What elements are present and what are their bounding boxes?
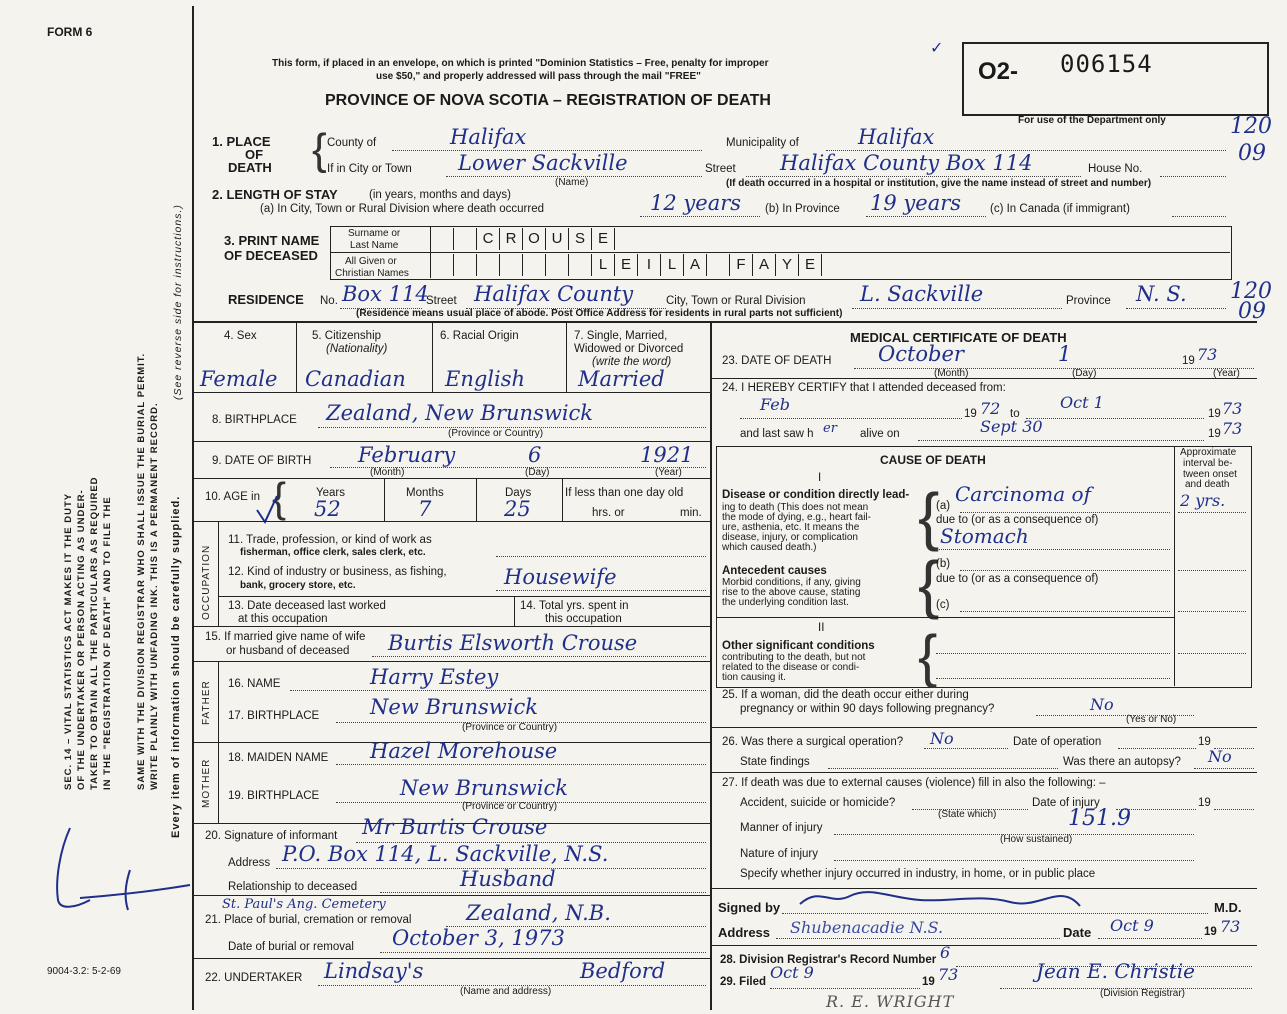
signed-year-prefix: 19	[1204, 926, 1217, 938]
other-conditions-label-3: related to the disease or condi-	[722, 662, 860, 673]
cause-b-due-to: due to (or as a consequence of)	[936, 573, 1099, 585]
residence-city-label: City, Town or Rural Division	[666, 295, 806, 307]
county-value: Halifax	[450, 125, 527, 149]
racial-value: English	[445, 367, 526, 391]
municipality-label: Municipality of	[726, 137, 799, 149]
surname-letter: S	[569, 228, 592, 250]
age-months-label: Months	[406, 487, 444, 499]
cause-a-due-to: due to (or as a consequence of)	[936, 514, 1099, 526]
marital-label-2: Widowed or Divorced	[574, 343, 684, 355]
dob-year: 1921	[640, 443, 694, 467]
antecedent-label-2: Morbid conditions, if any, giving	[722, 577, 861, 588]
trade-label-2: fisherman, office clerk, sales clerk, etc.	[240, 547, 426, 558]
hrs-label: hrs. or	[592, 507, 625, 519]
residence-no-value: Box 114	[342, 282, 429, 306]
stay-label-note: (in years, months and days)	[369, 189, 511, 201]
initial-mark-signature	[20, 820, 200, 920]
relationship-label: Relationship to deceased	[228, 881, 358, 893]
birthplace-label: 8. BIRTHPLACE	[212, 414, 297, 426]
dob-day: 6	[528, 443, 542, 467]
cause-a-brace: {	[918, 480, 940, 552]
given-label-1: All Given or	[345, 256, 397, 267]
manner-label: Manner of injury	[740, 822, 823, 834]
mother-name-label: 18. MAIDEN NAME	[228, 752, 329, 764]
citizenship-note: (Nationality)	[326, 343, 388, 355]
residence-note: (Residence means usual place of abode. Post Office Address for residents in rural parts not sufficient)	[356, 308, 843, 319]
direct-cause-label-3: the mode of dying, e.g., heart fail-	[722, 512, 871, 523]
given-label-2: Christian Names	[335, 268, 409, 279]
dod-year: 73	[1197, 345, 1218, 364]
dod-day-note: (Day)	[1072, 368, 1097, 379]
stay-label: 2. LENGTH OF STAY	[212, 187, 338, 202]
direct-cause-label-4: ure, asthenia, etc. It means the	[722, 522, 860, 533]
specify-label: Specify whether injury occurred in industry, in home, or in public place	[740, 868, 1096, 880]
to-year: 73	[1222, 399, 1243, 418]
dod-label: 23. DATE OF DEATH	[722, 355, 832, 367]
mother-name-value: Hazel Morehouse	[370, 739, 558, 763]
antecedent-label-1: Antecedent causes	[722, 565, 827, 577]
q29-value: Oct 9	[770, 963, 814, 982]
signed-address-label: Address	[718, 925, 771, 940]
interval-label-2: interval be-	[1183, 458, 1233, 469]
last-saw-year-prefix: 19	[1208, 428, 1221, 440]
cause-a2-value: Stomach	[940, 524, 1029, 548]
side-text-line2: OF THE UNDERTAKER OR PERSON ACTING AS UNDER-	[76, 489, 87, 790]
signed-address-value: Shubenacadie N.S.	[790, 918, 944, 937]
place-label: 1. PLACE	[212, 134, 271, 149]
residence-street-label: Street	[426, 295, 457, 307]
q27-label: 27. If death was due to external causes (violence) fill in also the following: –	[722, 777, 1106, 789]
signed-year: 73	[1220, 917, 1241, 936]
direct-cause-label-1: Disease or condition directly lead-	[722, 489, 910, 501]
hospital-note: (If death occurred in a hospital or institution, give the name instead of street and number)	[726, 178, 1152, 189]
roman-1: I	[818, 472, 822, 484]
mother-birthplace-label: 19. BIRTHPLACE	[228, 790, 320, 802]
undertaker-name: Lindsay's	[324, 959, 424, 983]
dept-code-4: 09	[1238, 299, 1266, 324]
dod-day: 1	[1058, 342, 1072, 366]
sex-value: Female	[200, 367, 278, 391]
informant-sig-value: Mr Burtis Crouse	[362, 815, 548, 839]
physician-signature	[790, 876, 1110, 916]
last-worked-label-1: 13. Date deceased last worked	[228, 600, 386, 612]
side-text-line4: IN THE "REGISTRATION OF DEATH" AND TO FILE THE	[102, 496, 113, 790]
father-birthplace-note: (Province or Country)	[462, 722, 558, 733]
given-letter: E	[799, 254, 822, 276]
last-saw-label: and last saw h	[740, 428, 814, 440]
mailing-notice-line2: use $50," and properly addressed will pass through the mail "FREE"	[376, 71, 701, 82]
industry-label-1: 12. Kind of industry or business, as fishing,	[228, 566, 447, 578]
residence-province-label: Province	[1066, 295, 1111, 307]
dob-label: 9. DATE OF BIRTH	[212, 455, 312, 467]
q26-year-prefix: 19	[1198, 736, 1211, 748]
given-letter: A	[753, 254, 776, 276]
min-label: min.	[680, 507, 702, 519]
nature-label: Nature of injury	[740, 848, 818, 860]
given-letter: A	[684, 254, 707, 276]
undertaker-city: Bedford	[580, 959, 666, 983]
to-label: to	[1010, 408, 1020, 420]
municipality-value: Halifax	[858, 125, 935, 149]
mailing-notice-line1: This form, if placed in an envelope, on which is printed "Dominion Statistics – Free, penalty for improper	[272, 58, 769, 69]
birthplace-note: (Province or Country)	[448, 428, 544, 439]
other-conditions-label-1: Other significant conditions	[722, 640, 875, 652]
side-text-line7: Every item of information should be carefully supplied.	[170, 495, 182, 838]
dob-day-note: (Day)	[525, 467, 550, 478]
less-than-day-label: If less than one day old	[565, 487, 684, 499]
age-months-value: 7	[418, 497, 432, 521]
cause-a-value: Carcinoma of	[955, 482, 1091, 506]
mother-side-label: MOTHER	[201, 758, 212, 808]
q29-year: 73	[938, 965, 959, 984]
deceased-label-1: 3. PRINT NAME	[224, 233, 320, 248]
cause-a-marker: (a)	[936, 500, 951, 512]
surname-cells	[431, 228, 1229, 250]
informant-address-label: Address	[228, 857, 271, 869]
main-grid-divider	[710, 321, 712, 1010]
sex-label: 4. Sex	[224, 330, 257, 342]
age-check-mark	[255, 494, 279, 524]
given-letter: E	[615, 254, 638, 276]
cemetery-value: St. Paul's Ang. Cemetery	[222, 897, 386, 912]
father-birthplace-label: 17. BIRTHPLACE	[228, 710, 320, 722]
surname-letter: C	[477, 228, 500, 250]
age-days-value: 25	[504, 497, 531, 521]
side-text-line5: SAME WITH THE DIVISION REGISTRAR WHO SHALL ISSUE THE BURIAL PERMIT.	[136, 352, 147, 790]
relationship-value: Husband	[460, 867, 556, 891]
q26-findings-label: State findings	[740, 756, 810, 768]
attended-from: Feb	[760, 395, 790, 414]
q25-label-2: pregnancy or within 90 days following pregnancy?	[740, 703, 995, 715]
trade-label-1: 11. Trade, profession, or kind of work as	[228, 534, 432, 546]
antecedent-label-3: rise to the above cause, stating	[722, 587, 861, 598]
cause-bc-brace: {	[918, 548, 940, 620]
undertaker-label: 22. UNDERTAKER	[205, 972, 303, 984]
other-conditions-label-2: contributing to the death, but not	[722, 652, 866, 663]
side-text-line8: (See reverse side for instructions.)	[172, 204, 184, 400]
md-label: M.D.	[1214, 900, 1242, 915]
state-which-note: (State which)	[938, 809, 997, 820]
surname-label-1: Surname or	[348, 228, 401, 239]
informant-address-value: P.O. Box 114, L. Sackville, N.S.	[282, 842, 609, 866]
burial-date-label: Date of burial or removal	[228, 941, 354, 953]
stay-a-value: 12 years	[650, 191, 742, 215]
direct-cause-label-6: which caused death.)	[722, 542, 817, 553]
direct-cause-label-2: ing to death (This does not mean	[722, 502, 869, 513]
q26-label: 26. Was there a surgical operation?	[722, 736, 904, 748]
form-title: PROVINCE OF NOVA SCOTIA – REGISTRATION OF DEATH	[325, 92, 771, 109]
how-sustained-note: (How sustained)	[1000, 834, 1073, 845]
side-text-line1: SEC. 14 – VITAL STATISTICS ACT MAKES IT THE DUTY	[63, 492, 74, 790]
from-year-prefix: 19	[964, 408, 977, 420]
cause-a-interval: 2 yrs.	[1180, 491, 1226, 510]
racial-label: 6. Racial Origin	[440, 330, 519, 342]
q29-registrar-note: (Division Registrar)	[1100, 988, 1186, 999]
residence-label: RESIDENCE	[228, 292, 304, 307]
signed-date-value: Oct 9	[1110, 916, 1154, 935]
certify-label: 24. I HEREBY CERTIFY that I attended deceased from:	[722, 382, 1006, 394]
given-letter: F	[730, 254, 753, 276]
q26-answer: No	[930, 729, 954, 748]
spouse-label-2: or husband of deceased	[226, 645, 350, 657]
injury-year-prefix: 19	[1198, 797, 1211, 809]
q26-autopsy-answer: No	[1208, 747, 1232, 766]
industry-value: Housewife	[504, 565, 617, 589]
registration-number-box	[962, 42, 1269, 116]
interval-label-1: Approximate	[1180, 447, 1237, 458]
form-code: 9004-3.2: 5-2-69	[47, 966, 121, 977]
occupation-side-label: OCCUPATION	[201, 544, 212, 620]
citizenship-label: 5. Citizenship	[312, 330, 382, 342]
dod-month-note: (Month)	[934, 368, 969, 379]
mother-birthplace-note: (Province or Country)	[462, 801, 558, 812]
q26-date-label: Date of operation	[1013, 736, 1102, 748]
surname-letter: E	[592, 228, 615, 250]
signed-date-label: Date	[1063, 925, 1092, 940]
marital-value: Married	[578, 367, 665, 391]
informant-sig-label: 20. Signature of informant	[205, 830, 338, 842]
q29-year-prefix: 19	[922, 976, 935, 988]
residence-no-label: No.	[320, 295, 338, 307]
industry-label-2: bank, grocery store, etc.	[240, 580, 356, 591]
house-no-label: House No.	[1088, 163, 1143, 175]
cause-c-marker: (c)	[936, 599, 950, 611]
main-grid-top	[192, 321, 1257, 323]
last-saw-date: Sept 30	[980, 417, 1043, 436]
stay-b-value: 19 years	[870, 191, 962, 215]
q25-answer: No	[1090, 695, 1114, 714]
spouse-label-1: 15. If married give name of wife	[205, 631, 366, 643]
city-name-note: (Name)	[555, 177, 589, 188]
residence-street-value: Halifax County	[474, 282, 634, 306]
mother-birthplace-value: New Brunswick	[400, 776, 568, 800]
place-label-of: OF	[245, 147, 264, 162]
marital-label-3: (write the word)	[592, 356, 672, 368]
last-worked-label-2: at this occupation	[238, 613, 328, 625]
place-label-death: DEATH	[228, 160, 272, 175]
street-value: Halifax County Box 114	[780, 151, 1033, 175]
department-use-label: For use of the Department only	[1018, 115, 1166, 126]
undertaker-note: (Name and address)	[460, 986, 552, 997]
q25-note: (Yes or No)	[1126, 714, 1177, 725]
attended-to: Oct 1	[1060, 393, 1104, 412]
registration-number: 006154	[1060, 50, 1153, 78]
side-text-line3: TAKER TO OBTAIN ALL THE PARTICULARS AS REQUIRED	[89, 476, 100, 790]
accident-label: Accident, suicide or homicide?	[740, 797, 896, 809]
q29-registrar: Jean E. Christie	[1036, 959, 1196, 983]
dept-code-3: 120	[1230, 279, 1272, 304]
given-letter: I	[638, 254, 661, 276]
father-birthplace-value: New Brunswick	[370, 695, 538, 719]
age-days-label: Days	[505, 487, 532, 499]
interval-label-4: and death	[1185, 479, 1230, 490]
form-number: FORM 6	[47, 25, 93, 39]
last-saw-year: 73	[1222, 419, 1243, 438]
stay-c-label: (c) In Canada (if immigrant)	[990, 203, 1130, 215]
stay-a-label: (a) In City, Town or Rural Division where death occurred	[260, 203, 544, 215]
antecedent-label-4: the underlying condition last.	[722, 597, 849, 608]
dod-month: October	[878, 342, 964, 366]
given-letter: Y	[776, 254, 799, 276]
dob-year-note: (Year)	[655, 467, 682, 478]
total-years-label-2: this occupation	[545, 613, 622, 625]
burial-place-label: 21. Place of burial, cremation or removal	[205, 914, 412, 926]
medical-title: MEDICAL CERTIFICATE OF DEATH	[850, 330, 1067, 345]
surname-letter: R	[500, 228, 523, 250]
street-label: Street	[705, 163, 736, 175]
dept-code-1: 120	[1230, 114, 1272, 139]
q28-label: 28. Division Registrar's Record Number	[720, 954, 937, 966]
father-side-label: FATHER	[201, 680, 212, 725]
age-label: 10. AGE in	[205, 491, 260, 503]
surname-letter: U	[546, 228, 569, 250]
q29-label: 29. Filed	[720, 976, 767, 988]
from-year: 72	[980, 399, 1001, 418]
other-conditions-label-4: tion causing it.	[722, 672, 786, 683]
dod-year-prefix: 19	[1182, 355, 1195, 367]
q28-value: 6	[940, 943, 951, 962]
county-label: County of	[327, 137, 377, 149]
total-years-label-1: 14. Total yrs. spent in	[520, 600, 629, 612]
q25-label-1: 25. If a woman, did the death occur either during	[722, 689, 969, 701]
injury-date-label: Date of injury	[1032, 797, 1100, 809]
residence-city-value: L. Sackville	[860, 282, 984, 306]
father-name-value: Harry Estey	[370, 665, 499, 689]
burial-date-value: October 3, 1973	[392, 926, 565, 950]
stay-b-label: (b) In Province	[765, 203, 840, 215]
last-saw-pronoun: er	[823, 421, 837, 436]
side-text-line6: WRITE PLAINLY WITH UNFADING INK. THIS IS A PERMANENT RECORD.	[149, 402, 160, 790]
to-year-prefix: 19	[1208, 408, 1221, 420]
given-letter: L	[592, 254, 615, 276]
place-brace: {	[312, 125, 327, 174]
alive-on-label: alive on	[860, 428, 900, 440]
interval-label-3: tween onset	[1183, 469, 1237, 480]
age-brace: {	[272, 474, 287, 521]
dob-month-note: (Month)	[370, 467, 405, 478]
manner-code: 151.9	[1068, 806, 1131, 831]
cause-title: CAUSE OF DEATH	[880, 453, 986, 467]
cause-b-marker: (b)	[936, 558, 951, 570]
citizenship-value: Canadian	[305, 367, 406, 391]
father-name-label: 16. NAME	[228, 678, 281, 690]
spouse-value: Burtis Elsworth Crouse	[388, 631, 638, 655]
roman-2: II	[818, 622, 825, 634]
dod-year-note: (Year)	[1213, 368, 1240, 379]
marital-label-1: 7. Single, Married,	[574, 330, 668, 342]
residence-province-value: N. S.	[1136, 282, 1187, 306]
burial-place-value: Zealand, N.B.	[466, 901, 611, 925]
age-years-label: Years	[316, 487, 345, 499]
given-name-cells	[431, 254, 1229, 276]
dept-code-2: 09	[1238, 141, 1266, 166]
given-letter: L	[661, 254, 684, 276]
city-label: If in City or Town	[327, 163, 412, 175]
surname-letter: O	[523, 228, 546, 250]
age-years-value: 52	[314, 497, 341, 521]
direct-cause-label-5: disease, injury, or complication	[722, 532, 858, 543]
registration-prefix: O2-	[978, 58, 1019, 85]
registrar-stamp: R. E. WRIGHT	[826, 992, 955, 1011]
other-brace: {	[918, 624, 938, 689]
deceased-label-2: OF DECEASED	[224, 248, 318, 263]
city-value: Lower Sackville	[458, 151, 628, 175]
check-mark-icon: ✓	[930, 40, 944, 57]
surname-label-2: Last Name	[350, 240, 399, 251]
dob-month: February	[358, 443, 456, 467]
birthplace-value: Zealand, New Brunswick	[326, 401, 594, 425]
q26-autopsy-label: Was there an autopsy?	[1063, 756, 1181, 768]
signed-by-label: Signed by	[718, 900, 781, 915]
